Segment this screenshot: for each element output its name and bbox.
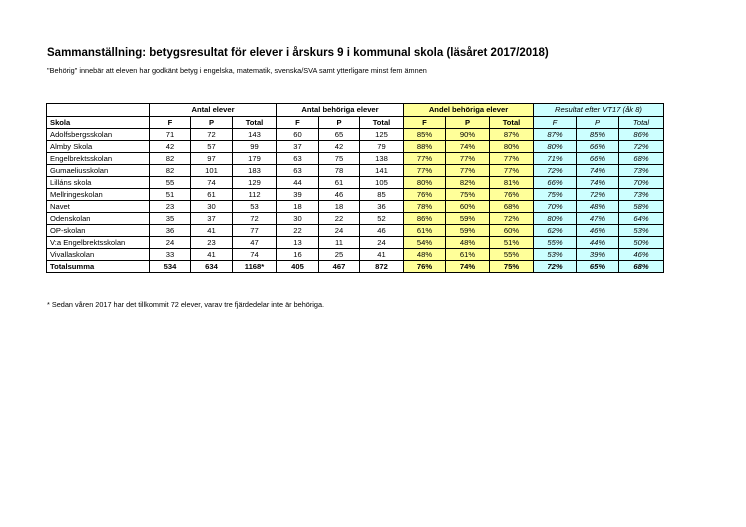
table-cell: 39% — [577, 249, 619, 261]
table-row — [47, 225, 664, 237]
table-cell: 61 — [319, 177, 360, 189]
table-cell: 48% — [446, 237, 490, 249]
table-cell: 62% — [534, 225, 577, 237]
table-cell: 138 — [360, 153, 404, 165]
table-cell: 13 — [277, 237, 319, 249]
sub-header-cell: P — [191, 117, 233, 129]
table-row — [47, 165, 664, 177]
table-row — [47, 249, 664, 261]
total-cell: 872 — [360, 261, 404, 273]
sub-header-cell: Total — [233, 117, 277, 129]
table-cell: 53% — [619, 225, 664, 237]
table-row — [47, 201, 664, 213]
table-cell: 22 — [277, 225, 319, 237]
table-cell: 85% — [577, 129, 619, 141]
table-cell: 77% — [404, 153, 446, 165]
table-cell: 50% — [619, 237, 664, 249]
table-cell: 86% — [404, 213, 446, 225]
table-cell: 66% — [577, 141, 619, 153]
table-cell: 87% — [490, 129, 534, 141]
table-cell: 36 — [150, 225, 191, 237]
table-row — [47, 141, 664, 153]
school-name: Vivallaskolan — [47, 249, 150, 261]
table-cell: 76% — [404, 189, 446, 201]
table-cell: 48% — [577, 201, 619, 213]
table-cell: 64% — [619, 213, 664, 225]
table-cell: 82 — [150, 153, 191, 165]
table-cell: 141 — [360, 165, 404, 177]
table-cell: 53 — [233, 201, 277, 213]
table-cell: 54% — [404, 237, 446, 249]
school-name: OP-skolan — [47, 225, 150, 237]
table-row — [47, 189, 664, 201]
school-name: Odenskolan — [47, 213, 150, 225]
table-cell: 125 — [360, 129, 404, 141]
table-cell: 72 — [233, 213, 277, 225]
table-cell: 55% — [534, 237, 577, 249]
table-cell: 90% — [446, 129, 490, 141]
table-cell: 105 — [360, 177, 404, 189]
table-cell: 47 — [233, 237, 277, 249]
table-row — [47, 237, 664, 249]
sub-header-cell: P — [319, 117, 360, 129]
table-cell: 35 — [150, 213, 191, 225]
table-cell: 75 — [319, 153, 360, 165]
table-cell: 112 — [233, 189, 277, 201]
table-cell: 80% — [404, 177, 446, 189]
table-cell: 42 — [319, 141, 360, 153]
table-row — [47, 153, 664, 165]
table-cell: 18 — [319, 201, 360, 213]
document-title: Sammanställning: betygsresultat för elever i årskurs 9 i kommunal skola (läsåret 2017/2018) — [47, 47, 549, 59]
table-cell: 24 — [360, 237, 404, 249]
table-cell: 74 — [191, 177, 233, 189]
total-row — [47, 261, 664, 273]
table-cell: 77% — [404, 165, 446, 177]
table-cell: 87% — [534, 129, 577, 141]
table-cell: 82 — [150, 165, 191, 177]
table-cell: 52 — [360, 213, 404, 225]
table-cell: 46% — [619, 249, 664, 261]
total-cell: 68% — [619, 261, 664, 273]
school-name: Lilláns skola — [47, 177, 150, 189]
table-cell: 68% — [490, 201, 534, 213]
table-cell: 72% — [490, 213, 534, 225]
table-cell: 101 — [191, 165, 233, 177]
table-cell: 75% — [446, 189, 490, 201]
table-cell: 41 — [191, 225, 233, 237]
table-cell: 77% — [490, 165, 534, 177]
sub-header-cell: Total — [490, 117, 534, 129]
table-cell: 72% — [534, 165, 577, 177]
total-cell: 74% — [446, 261, 490, 273]
table-cell: 86% — [619, 129, 664, 141]
table-cell: 42 — [150, 141, 191, 153]
table-cell: 77% — [446, 165, 490, 177]
table-cell: 77% — [446, 153, 490, 165]
table-cell: 16 — [277, 249, 319, 261]
table-cell: 37 — [277, 141, 319, 153]
table-cell: 11 — [319, 237, 360, 249]
table-cell: 77% — [490, 153, 534, 165]
table-cell: 63 — [277, 153, 319, 165]
sub-header-cell: F — [534, 117, 577, 129]
sub-header-cell: Total — [360, 117, 404, 129]
table-cell: 97 — [191, 153, 233, 165]
table-row — [47, 177, 664, 189]
table-cell: 74 — [233, 249, 277, 261]
table-cell: 48% — [404, 249, 446, 261]
table-cell: 33 — [150, 249, 191, 261]
table-cell: 70% — [619, 177, 664, 189]
sub-header-cell: P — [577, 117, 619, 129]
table-cell: 179 — [233, 153, 277, 165]
table-cell: 74% — [577, 165, 619, 177]
footnote: * Sedan våren 2017 har det tillkommit 72 elever, varav tre fjärdedelar inte är behöriga. — [47, 300, 325, 309]
table-cell: 74% — [577, 177, 619, 189]
table-cell: 55% — [490, 249, 534, 261]
sub-header-cell: F — [150, 117, 191, 129]
total-cell: 72% — [534, 261, 577, 273]
empty-header-cell — [47, 104, 150, 117]
table-cell: 51 — [150, 189, 191, 201]
table-cell: 18 — [277, 201, 319, 213]
table-cell: 53% — [534, 249, 577, 261]
table-cell: 76% — [490, 189, 534, 201]
sub-header-cell: F — [277, 117, 319, 129]
table-cell: 30 — [277, 213, 319, 225]
table-cell: 66% — [577, 153, 619, 165]
table-cell: 41 — [191, 249, 233, 261]
total-label: Totalsumma — [47, 261, 150, 273]
table-cell: 65 — [319, 129, 360, 141]
table-cell: 72 — [191, 129, 233, 141]
table-cell: 68% — [619, 153, 664, 165]
total-cell: 75% — [490, 261, 534, 273]
table-cell: 71% — [534, 153, 577, 165]
table-cell: 46 — [360, 225, 404, 237]
table-cell: 77 — [233, 225, 277, 237]
group-header-antal-elever: Antal elever — [150, 104, 277, 117]
total-cell: 76% — [404, 261, 446, 273]
table-cell: 74% — [446, 141, 490, 153]
table-cell: 80% — [490, 141, 534, 153]
table-cell: 61% — [446, 249, 490, 261]
school-name: Navet — [47, 201, 150, 213]
sub-header-row — [47, 117, 664, 129]
school-name: Gumaeliusskolan — [47, 165, 150, 177]
table-cell: 66% — [534, 177, 577, 189]
table-cell: 73% — [619, 165, 664, 177]
table-cell: 80% — [534, 141, 577, 153]
table-cell: 37 — [191, 213, 233, 225]
group-header-resultat-vt17: Resultat efter VT17 (åk 8) — [534, 104, 664, 117]
table-cell: 72% — [619, 141, 664, 153]
document-subtitle: "Behörig" innebär att eleven har godkänt betyg i engelska, matematik, svenska/SVA samt ytterligare minst fem ämnen — [47, 66, 427, 75]
table-cell: 39 — [277, 189, 319, 201]
table-cell: 61% — [404, 225, 446, 237]
table-cell: 73% — [619, 189, 664, 201]
table-cell: 78 — [319, 165, 360, 177]
results-table — [46, 103, 664, 273]
school-name: Adolfsbergsskolan — [47, 129, 150, 141]
table-cell: 47% — [577, 213, 619, 225]
table-cell: 75% — [534, 189, 577, 201]
sub-header-cell: P — [446, 117, 490, 129]
table-cell: 36 — [360, 201, 404, 213]
sub-header-cell: Total — [619, 117, 664, 129]
table-cell: 60% — [446, 201, 490, 213]
table-cell: 59% — [446, 213, 490, 225]
table-cell: 80% — [534, 213, 577, 225]
total-cell: 634 — [191, 261, 233, 273]
table-cell: 71 — [150, 129, 191, 141]
table-cell: 61 — [191, 189, 233, 201]
table-cell: 85% — [404, 129, 446, 141]
school-name: Almby Skola — [47, 141, 150, 153]
table-cell: 55 — [150, 177, 191, 189]
table-cell: 24 — [319, 225, 360, 237]
table-cell: 60 — [277, 129, 319, 141]
table-cell: 129 — [233, 177, 277, 189]
total-cell: 1168* — [233, 261, 277, 273]
table-cell: 58% — [619, 201, 664, 213]
table-cell: 51% — [490, 237, 534, 249]
group-header-row — [47, 104, 664, 117]
table-cell: 63 — [277, 165, 319, 177]
total-cell: 534 — [150, 261, 191, 273]
total-cell: 467 — [319, 261, 360, 273]
table-cell: 59% — [446, 225, 490, 237]
school-name: Engelbrektsskolan — [47, 153, 150, 165]
table-cell: 81% — [490, 177, 534, 189]
table-cell: 78% — [404, 201, 446, 213]
school-column-header: Skola — [47, 117, 150, 129]
sub-header-cell: F — [404, 117, 446, 129]
table-cell: 30 — [191, 201, 233, 213]
total-cell: 405 — [277, 261, 319, 273]
table-cell: 46% — [577, 225, 619, 237]
table-cell: 24 — [150, 237, 191, 249]
total-cell: 65% — [577, 261, 619, 273]
table-cell: 70% — [534, 201, 577, 213]
table-cell: 44% — [577, 237, 619, 249]
table-cell: 23 — [150, 201, 191, 213]
table-cell: 72% — [577, 189, 619, 201]
table-cell: 99 — [233, 141, 277, 153]
table-cell: 25 — [319, 249, 360, 261]
group-header-andel-behoriga: Andel behöriga elever — [404, 104, 534, 117]
table-cell: 57 — [191, 141, 233, 153]
table-cell: 88% — [404, 141, 446, 153]
table-cell: 22 — [319, 213, 360, 225]
group-header-antal-behoriga: Antal behöriga elever — [277, 104, 404, 117]
table-cell: 41 — [360, 249, 404, 261]
school-name: V:a Engelbrektsskolan — [47, 237, 150, 249]
table-cell: 82% — [446, 177, 490, 189]
table-cell: 23 — [191, 237, 233, 249]
table-row — [47, 129, 664, 141]
table-cell: 143 — [233, 129, 277, 141]
table-cell: 60% — [490, 225, 534, 237]
table-row — [47, 213, 664, 225]
table-cell: 79 — [360, 141, 404, 153]
school-name: Mellringeskolan — [47, 189, 150, 201]
table-cell: 46 — [319, 189, 360, 201]
table-cell: 183 — [233, 165, 277, 177]
table-cell: 44 — [277, 177, 319, 189]
table-cell: 85 — [360, 189, 404, 201]
